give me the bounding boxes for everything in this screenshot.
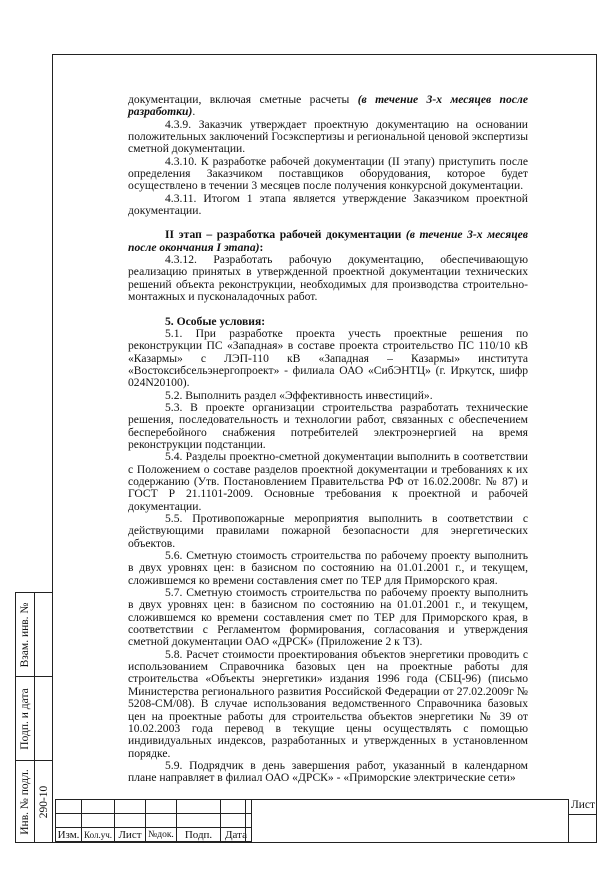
stamp-title-box (245, 799, 568, 843)
paragraph (128, 550, 528, 587)
text-run: 5.1. При разработке проекта учесть проектные решения по реконструкции ПС «Западная» в составе проекта строительство ПС 110/10 кВ «Казармы» с ЛЭП-110 кВ «Западная – Казармы» института «Востоксибсельэнергопроект» - филиала ОАО «СибЭНТЦ» (г. Иркутск, шифр 024N20100). (128, 326, 528, 390)
side-stamp (15, 592, 52, 843)
paragraph (128, 254, 528, 303)
side-cell-vzam (16, 593, 53, 677)
text-run: (в течение 3-х месяцев после окончания I этапа) (128, 228, 528, 254)
side-cell-inv (16, 761, 53, 843)
text-run: 4.3.12. Разработать рабочую документацию, обеспечивающую реализацию принятых в утвержденной проектной документации технических решений объекта реконструкции, необходимых для производства строительно-монтажных и пусконаладочных работ. (128, 253, 528, 304)
revision-table (55, 799, 252, 842)
paragraph (128, 229, 528, 254)
side-inv-value: 290-10 (37, 785, 50, 819)
text-run: (в течение 3-х месяцев после разработки) (128, 93, 528, 119)
text-run: 5.4. Разделы проектно-сметной документации выполнить в соответствии с Положением о составе разделов проектной документации и требованиях к их содержанию (Утв. Постановлением Правительства РФ от 16.02.2008г. № 87) и ГОСТ Р 21.1101-2009. Основные требования к проектной и рабочей документации. (128, 450, 528, 513)
stamp-header-ndok: №док. (146, 828, 177, 842)
paragraph (128, 119, 528, 156)
stamp-header-list: Лист (115, 828, 146, 842)
text-run: 5.8. Расчет стоимости проектирования объектов энергетики проводить с использованием Справочника базовых цен на проектные работы для строительства «Объекты энергетики» издания 1996 года (СБЦ-96) (письмо Министерства регионального развития Российской Федерации от 27.02.2009г № 5208-СМ/08). В случае использования ведомственного Справочника базовых цен на проектные работы для строительства объектов энергетики № 39 от 10.02.2003 года перевод в текущие цены осуществлять с помощью индивидуальных индексов, разработанных и утвержденных в установленном порядке. (128, 647, 528, 760)
paragraph (128, 649, 528, 760)
paragraph (128, 156, 528, 193)
text-run: 5.6. Сметную стоимость строительства по рабочему проекту выполнить в двух уровнях цен: в базисном по состоянию на 01.01.2001 г., и текущем, сложившемся ко времени составления смет по ТЕР для Приморского края. (128, 549, 528, 587)
paragraph (128, 402, 528, 451)
text-run: II этап – разработка рабочей документации (165, 228, 406, 242)
sheet-number-box (568, 799, 597, 843)
text-run: 5.2. Выполнить раздел «Эффективность инвестиций». (165, 388, 433, 402)
text-run: 5.7. Сметную стоимость строительства по рабочему проекту выполнить в двух уровнях цен: в базисном по состоянию на 01.01.2001 г., и текущем, сложившемся ко времени составления смет по ТЕР для Приморского края, в соответствии с Регламентом формирования, согласования и утверждения сметной документации ОАО «ДРСК» (Приложение 2 к ТЗ). (128, 586, 528, 649)
side-label-inv: Инв. № подл. (19, 769, 31, 835)
document-body (128, 94, 528, 785)
sheet-label: Лист (569, 799, 597, 815)
stamp-header-koluch: Кол.уч. (82, 828, 115, 842)
text-run: 5.3. В проекте организации строительства разработать технические решения, последовательность и технологии работ, связанных с обеспечением бесперебойного снабжения потребителей электроэнергией на время реконструкции подстанции. (128, 400, 528, 451)
stamp-header-podp: Подп. (177, 828, 221, 842)
paragraph (128, 94, 528, 119)
text-run: 5.9. Подрядчик в день завершения работ, указанный в календарном плане направляет в филиал ОАО «ДРСК» - «Приморские электрические сети» (128, 758, 528, 785)
text-run: 4.3.10. К разработке рабочей документации (II этапу) приступить после определения Заказчиком поставщиков оборудования, которое будет осуществлено в течении 3 месяцев после получения конкурсной документации. (128, 154, 528, 193)
paragraph (128, 193, 528, 218)
text-run: 4.3.11. Итогом 1 этапа является утверждение Заказчиком проектной документации. (128, 191, 528, 218)
paragraph (128, 451, 528, 513)
paragraph (128, 587, 528, 649)
side-cell-podp (16, 677, 53, 761)
text-run: 5.5. Противопожарные мероприятия выполнить в соответствии с действующими правилами пожарной безопасности для энергетических объектов. (128, 512, 528, 550)
stamp-header-data: Дата (221, 828, 252, 842)
text-run: документации, включая сметные расчеты (128, 93, 358, 106)
paragraph (128, 513, 528, 550)
stamp-header-izm: Изм. (56, 828, 82, 842)
paragraph (128, 760, 528, 785)
side-label-vzam: Взам. инв. № (19, 602, 31, 667)
text-run: 4.3.9. Заказчик утверждает проектную документацию на основании положительных заключений Госэкспертизы и региональной ценовой экспертизы сметной документации. (128, 117, 528, 156)
text-run: 5. Особые условия: (165, 314, 266, 328)
text-run: . (192, 105, 196, 119)
side-label-podp: Подп. и дата (19, 687, 31, 750)
text-run: : (259, 240, 264, 254)
paragraph (128, 328, 528, 390)
